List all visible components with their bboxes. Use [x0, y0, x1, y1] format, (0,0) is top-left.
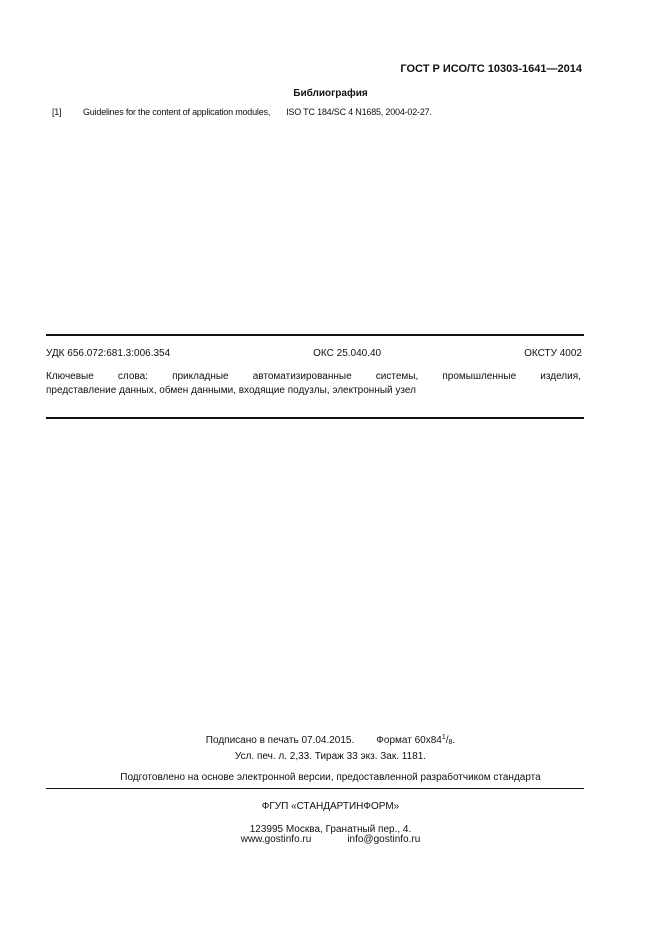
website-link[interactable]: www.gostinfo.ru [240, 834, 312, 845]
okstu-code: ОКСТУ 4002 [524, 348, 582, 359]
print-info: Усл. печ. л. 2,33. Тираж 33 экз. Зак. 1181. [234, 751, 427, 762]
keywords-line-2: представление данных, обмен данными, входящие подузлы, электронный узел [46, 385, 416, 396]
paper-format: Формат $60х84^1/_8$. [376, 734, 456, 746]
keyword-word: автоматизированные [252, 371, 352, 382]
keyword-word: изделия, [540, 371, 581, 382]
bibliography-entry-text: Guidelines for the content of application modules, [83, 107, 271, 117]
keyword-word: слова: [117, 371, 148, 382]
document-code: ГОСТ Р ИСО/ТС 10303-1641—2014 [400, 63, 582, 75]
bibliography-entry-ref: ISO TC 184/SC 4 N1685, 2004-02-27. [286, 107, 432, 117]
publisher-address: 123995 Москва, Гранатный пер., 4. [249, 824, 412, 835]
oks-code: ОКС 25.040.40 [313, 348, 382, 359]
imprint-signed-format [0, 734, 661, 746]
classification-codes [46, 348, 582, 359]
keyword-word: прикладные [172, 371, 229, 382]
keyword-word: Ключевые [46, 371, 94, 382]
keywords [46, 370, 581, 398]
signed-date: Подписано в печать 07.04.2015. [205, 735, 355, 746]
publisher-contacts [0, 834, 661, 845]
prepared-note: Подготовлено на основе электронной версии, предоставленной разработчиком стандарта [120, 772, 541, 783]
top-divider [46, 334, 584, 336]
bibliography-entry [52, 107, 432, 117]
keyword-word: системы, [375, 371, 419, 382]
bottom-divider [46, 417, 584, 419]
email-link[interactable]: info@gostinfo.ru [347, 834, 421, 845]
udk-code: УДК 656.072:681.3:006.354 [46, 348, 171, 359]
bibliography-title: Библиография [293, 88, 368, 99]
keyword-word: промышленные [442, 371, 517, 382]
bibliography-entry-number: [1] [52, 107, 62, 117]
publisher-name: ФГУП «СТАНДАРТИНФОРМ» [261, 801, 400, 812]
imprint-divider [46, 788, 584, 789]
keywords-line-1 [46, 370, 581, 384]
